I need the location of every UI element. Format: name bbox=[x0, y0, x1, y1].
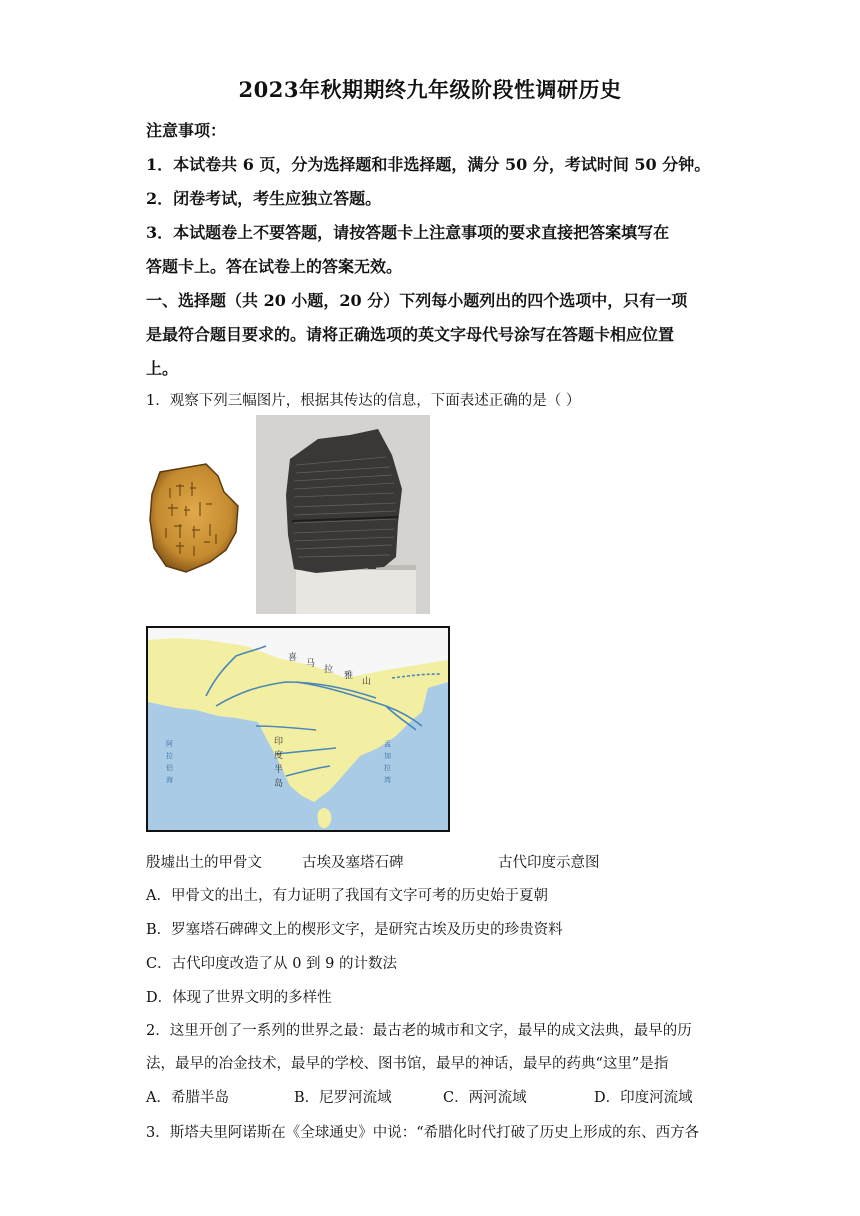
svg-text:湾: 湾 bbox=[384, 776, 391, 784]
q2-option-b: B．尼罗河流域 bbox=[294, 1090, 392, 1106]
notice-item-3-cont: 答题卡上。答在试卷上的答案无效。 bbox=[146, 257, 403, 276]
section-heading-line-3: 上。 bbox=[146, 359, 179, 378]
notice-item-1: 1．本试卷共 6 页，分为选择题和非选择题，满分 50 分，考试时间 50 分钟。 bbox=[146, 155, 711, 174]
rosetta-stone-image bbox=[256, 415, 430, 614]
q1-option-a: A．甲骨文的出土，有力证明了我国有文字可考的历史始于夏朝 bbox=[146, 888, 548, 904]
question-2-line-2: 法，最早的冶金技术，最早的学校、图书馆，最早的神话，最早的药典“这里”是指 bbox=[146, 1056, 669, 1072]
svg-text:阿: 阿 bbox=[166, 740, 173, 748]
svg-text:海: 海 bbox=[166, 776, 173, 784]
svg-text:孟: 孟 bbox=[384, 740, 391, 748]
map-label-la: 拉 bbox=[324, 665, 334, 675]
q2-option-d: D．印度河流域 bbox=[594, 1090, 693, 1106]
q1-option-d: D．体现了世界文明的多样性 bbox=[146, 990, 332, 1006]
page-title: 2023年秋期期终九年级阶段性调研历史 bbox=[238, 77, 622, 102]
q2-option-a: A．希腊半岛 bbox=[146, 1090, 229, 1106]
svg-text:加: 加 bbox=[384, 752, 391, 760]
q1-option-c: C．古代印度改造了从 0 到 9 的计数法 bbox=[146, 956, 397, 972]
svg-text:拉: 拉 bbox=[384, 764, 391, 772]
oracle-bone-image bbox=[146, 462, 242, 574]
svg-text:拉: 拉 bbox=[166, 752, 173, 760]
map-label-ya: 雅 bbox=[344, 671, 354, 681]
map-label-ma: 马 bbox=[306, 659, 316, 669]
caption-india-map: 古代印度示意图 bbox=[498, 855, 600, 871]
svg-text:伯: 伯 bbox=[166, 764, 173, 772]
question-2-line-1: 2．这里开创了一系列的世界之最：最古老的城市和文字，最早的成文法典，最早的历 bbox=[146, 1023, 692, 1039]
map-label-yin: 印 bbox=[274, 737, 284, 747]
notice-item-2: 2．闭卷考试，考生应独立答题。 bbox=[146, 189, 382, 208]
caption-oracle-bone: 殷墟出土的甲骨文 bbox=[146, 855, 262, 871]
notice-item-3: 3．本试题卷上不要答题，请按答题卡上注意事项的要求直接把答案填写在 bbox=[146, 223, 670, 242]
q1-option-b: B．罗塞塔石碑碑文上的楔形文字，是研究古埃及历史的珍贵资料 bbox=[146, 922, 563, 938]
map-label-shan: 山 bbox=[362, 677, 372, 687]
map-label-dao: 岛 bbox=[274, 779, 284, 789]
question-3-line-1: 3．斯塔夫里阿诺斯在《全球通史》中说：“希腊化时代打破了历史上形成的东、西方各 bbox=[146, 1125, 700, 1141]
section-heading-line-2: 是最符合题目要求的。请将正确选项的英文字母代号涂写在答题卡相应位置 bbox=[146, 325, 675, 344]
q2-option-c: C．两河流域 bbox=[443, 1090, 527, 1106]
map-label-ban: 半 bbox=[274, 765, 284, 775]
caption-rosetta-stone: 古埃及塞塔石碑 bbox=[302, 855, 404, 871]
section-heading-line-1: 一、选择题（共 20 小题，20 分）下列每小题列出的四个选项中，只有一项 bbox=[146, 291, 688, 310]
ancient-india-map bbox=[146, 626, 450, 832]
notice-heading: 注意事项： bbox=[146, 121, 227, 140]
map-label-du: 度 bbox=[274, 751, 284, 761]
question-1-stem: 1．观察下列三幅图片，根据其传达的信息，下面表述正确的是（ ） bbox=[146, 393, 581, 409]
map-label-xi: 喜 bbox=[288, 653, 298, 663]
